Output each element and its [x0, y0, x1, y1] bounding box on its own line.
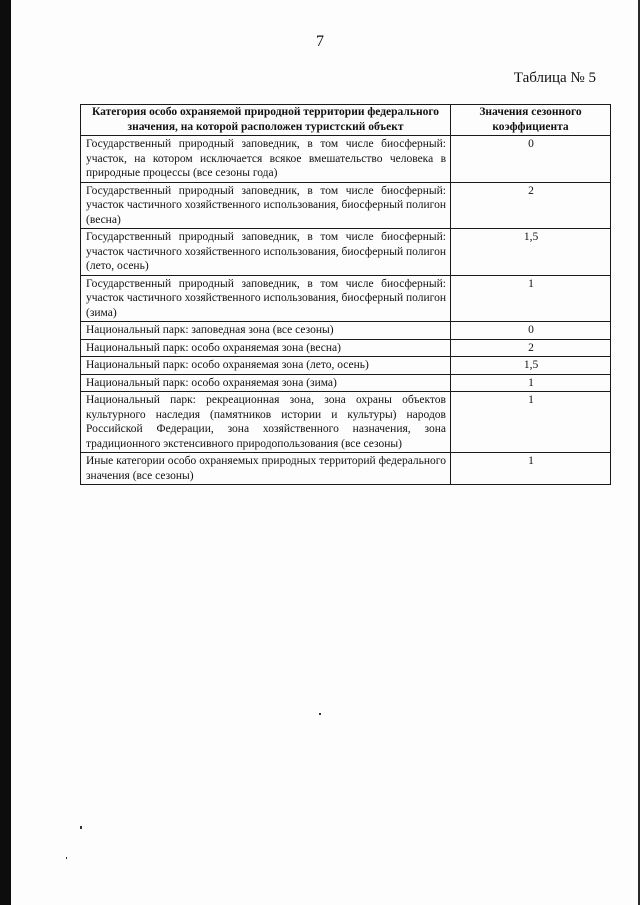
header-category: Категория особо охраняемой природной территории федерального значения, на которой расположен туристский объект: [81, 105, 451, 136]
category-cell: Национальный парк: особо охраняемая зона (лето, осень): [81, 357, 451, 375]
page-number: 7: [316, 33, 324, 50]
coefficient-cell: 1: [451, 374, 611, 392]
coefficient-cell: 0: [451, 136, 611, 183]
coefficient-cell: 2: [451, 339, 611, 357]
coefficient-cell: 0: [451, 322, 611, 340]
category-cell: Иные категории особо охраняемых природных территорий федерального значения (все сезоны): [81, 453, 451, 485]
table-row: [81, 229, 611, 276]
table-label: Таблица № 5: [513, 70, 596, 86]
scan-speck: [319, 713, 321, 715]
table-row: [81, 357, 611, 375]
table-row: [81, 453, 611, 485]
category-cell: Государственный природный заповедник, в том числе биосферный: участок, на котором исключается всякое вмешательство человека в природные процессы (все сезоны года): [81, 136, 451, 183]
category-cell: Национальный парк: заповедная зона (все сезоны): [81, 322, 451, 340]
coefficient-cell: 2: [451, 182, 611, 229]
coefficient-cell: 1: [451, 392, 611, 453]
category-cell: Национальный парк: рекреационная зона, зона охраны объектов культурного наследия (памятников истории и культуры) народов Российской Федерации, зона хозяйственного назначения, зона традиционного экстенсивного природопользования (все сезоны): [81, 392, 451, 453]
scan-speck: [66, 857, 67, 859]
scan-speck: [80, 826, 82, 829]
coefficient-cell: 1: [451, 453, 611, 485]
coefficient-cell: 1,5: [451, 357, 611, 375]
table-row: [81, 392, 611, 453]
coefficient-cell: 1: [451, 275, 611, 322]
table-row: [81, 322, 611, 340]
scan-left-edge: [0, 0, 11, 905]
table-row: [81, 374, 611, 392]
table-header-row: [81, 105, 611, 136]
category-cell: Государственный природный заповедник, в том числе биосферный: участок частичного хозяйственного использования, биосферный полигон (лето, осень): [81, 229, 451, 276]
table-row: [81, 136, 611, 183]
category-cell: Государственный природный заповедник, в том числе биосферный: участок частичного хозяйственного использования, биосферный полигон (зима): [81, 275, 451, 322]
table-row: [81, 275, 611, 322]
header-coefficient: Значения сезонного коэффициента: [451, 105, 611, 136]
seasonal-coefficient-table: [80, 104, 611, 485]
category-cell: Государственный природный заповедник, в том числе биосферный: участок частичного хозяйственного использования, биосферный полигон (весна): [81, 182, 451, 229]
table-row: [81, 339, 611, 357]
table-row: [81, 182, 611, 229]
category-cell: Национальный парк: особо охраняемая зона (зима): [81, 374, 451, 392]
category-cell: Национальный парк: особо охраняемая зона (весна): [81, 339, 451, 357]
coefficient-cell: 1,5: [451, 229, 611, 276]
